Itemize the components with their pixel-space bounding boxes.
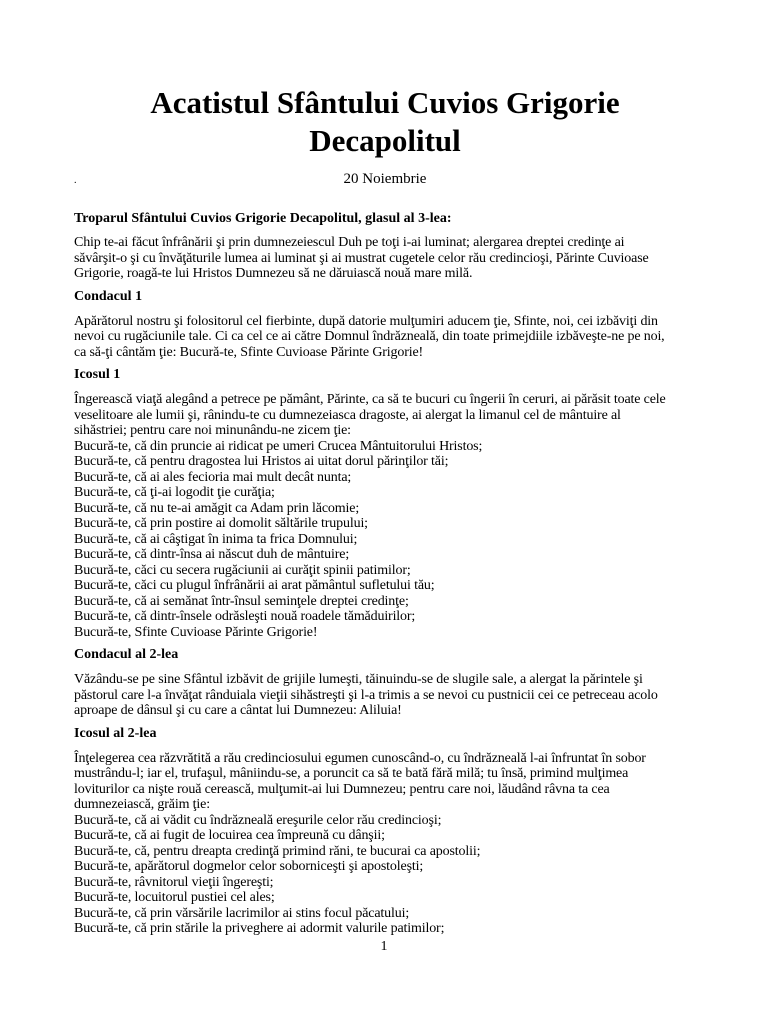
text-line: sihăstriei; pentru care noi minunându-ne zicem ţie: <box>74 423 351 438</box>
text-line: veselitoare ale lumii şi, rânindu-te cu dumnezeiasca dragoste, ai alergat la limanul cel de mântuire al <box>74 407 621 423</box>
text-line: Bucură-te, că prin stările la priveghere ai adormit valurile patimilor; <box>74 921 445 936</box>
text-line: Bucură-te, că ţi-ai logodit ţie curăţia; <box>74 485 275 500</box>
text-line: mustrându-l; iar el, trufaşul, mâniindu-se, a poruncit ca să te bată fără milă; tu însă, primind mulţimea <box>74 766 629 781</box>
page-number: 1 <box>380 939 388 954</box>
feast-date <box>74 170 696 188</box>
text-line: ca să-ţi cântăm ţie: Bucură-te, Sfinte Cuvioase Părinte Grigorie! <box>74 344 424 360</box>
date-text: 20 Noiembrie <box>343 171 427 187</box>
text-line: Bucură-te, că, pentru dreapta credinţă primind răni, te bucurai ca apostolii; <box>74 843 481 859</box>
text-line: Bucură-te, căci cu secera rugăciunii ai curăţit spinii patimilor; <box>74 562 411 578</box>
section-text-icos-1 <box>74 392 696 640</box>
text-line: Apărătorul nostru şi folositorul cel fierbinte, după datorie mulţumiri aducem ţie, Sfinte, noi, cei izbăviţi din <box>74 313 658 329</box>
text-line: dumnezeiască, grăim ţie: <box>74 797 210 812</box>
text-line: Grigorie, roagă-te lui Hristos Dumnezeu să ne dăruiască nouă mare milă. <box>74 266 473 281</box>
title-line: Acatistul Sfântului Cuvios Grigorie <box>150 85 620 120</box>
text-line: aproape de dânsul şi cu care a cântat lui Dumnezeu: Aliluia! <box>74 703 402 718</box>
document-title <box>74 84 696 160</box>
title-line: Decapolitul <box>309 123 461 158</box>
text-line: Bucură-te, că pentru dragostea lui Hristos ai uitat dorul părinţilor tăi; <box>74 454 449 469</box>
section-heading-condac-2: Condacul al 2-lea <box>74 647 179 662</box>
text-line: păstorul care l-a învăţat rânduiala vieţii sihăstreşti şi l-a trimis a se nevoi cu pustnicii cei ce petreceau acolo <box>74 687 658 703</box>
text-line: Bucură-te, Sfinte Cuvioase Părinte Grigorie! <box>74 624 318 640</box>
text-line: Bucură-te, că dintr-însa ai născut duh de mântuire; <box>74 547 350 562</box>
text-line: Bucură-te, râvnitorul vieţii îngereşti; <box>74 874 274 890</box>
text-line: Chip te-ai făcut înfrânării şi prin dumnezeiescul Duh pe toţi i-ai luminat; alergarea dreptei credinţe ai <box>74 235 625 250</box>
stray-dot-mark: . <box>74 175 77 186</box>
text-line: Bucură-te, că prin postire ai domolit săltările trupului; <box>74 516 368 531</box>
text-line: Bucură-te, că ai semănat într-însul seminţele dreptei credinţe; <box>74 593 409 609</box>
text-line: Văzându-se pe sine Sfântul izbăvit de grijile lumeşti, tăinuindu-se de slugile sale, a alergat la părintele şi <box>74 672 643 687</box>
text-line: Bucură-te, că prin vărsările lacrimilor ai stins focul păcatului; <box>74 905 410 921</box>
text-line: Bucură-te, locuitorul pustiei cel ales; <box>74 890 275 905</box>
text-line: Îngerească viaţă alegând a petrece pe pământ, Părinte, ca să te bucuri cu îngerii în ceruri, ai părăsit toate cele <box>74 392 666 407</box>
section-heading-troparion: Troparul Sfântului Cuvios Grigorie Decapolitul, glasul al 3-lea: <box>74 211 452 226</box>
section-heading-condac-1: Condacul 1 <box>74 288 143 304</box>
text-line: Înţelegerea cea răzvrătită a rău credinciosului egumen cunoscând-o, cu îndrăzneală l-ai înfruntat în sobor <box>74 750 646 766</box>
section-text-condac-1 <box>74 314 696 361</box>
text-line: Bucură-te, că ai fugit de locuirea cea împreună cu dânşii; <box>74 828 385 843</box>
text-line: Bucură-te, că ai vădit cu îndrăzneală ereşurile celor rău credincioşi; <box>74 812 442 828</box>
text-line: Bucură-te, că dintr-însele odrăsleşti nouă roadele tămăduirilor; <box>74 609 416 624</box>
section-heading-icos-2: Icosul al 2-lea <box>74 725 157 741</box>
text-line: nevoi cu rugăciunile tale. Ci ca cel ce ai către Domnul îndrăzneală, din toate primejdiile izbăveşte-ne pe noi, <box>74 329 665 344</box>
text-line: Bucură-te, că ai câştigat în inima ta frica Domnului; <box>74 531 358 547</box>
section-heading-icos-1: Icosul 1 <box>74 367 121 382</box>
text-line: loviturilor ca nişte rouă cerească, mulţumit-ai lui Dumnezeu; pentru care noi, lăudând râvna ta cea <box>74 781 610 797</box>
text-line: Bucură-te, căci cu plugul înfrânării ai arat pământul sufletului tău; <box>74 578 435 593</box>
text-line: Bucură-te, că ai ales fecioria mai mult decât nunta; <box>74 469 352 485</box>
section-text-troparion <box>74 235 696 282</box>
section-text-icos-2 <box>74 751 696 937</box>
text-line: Bucură-te, apărătorul dogmelor celor soborniceşti şi apostoleşti; <box>74 859 424 874</box>
section-text-condac-2 <box>74 672 696 719</box>
document-page <box>74 84 696 937</box>
text-line: săvârşit-o şi cu învăţăturile lumea ai luminat şi ai mustrat cugetele celor rău credincioşi, Părinte Cuvioase <box>74 250 649 266</box>
text-line: Bucură-te, că nu te-ai amăgit ca Adam prin lăcomie; <box>74 500 360 516</box>
text-line: Bucură-te, că din pruncie ai ridicat pe umeri Crucea Mântuitorului Hristos; <box>74 438 483 454</box>
